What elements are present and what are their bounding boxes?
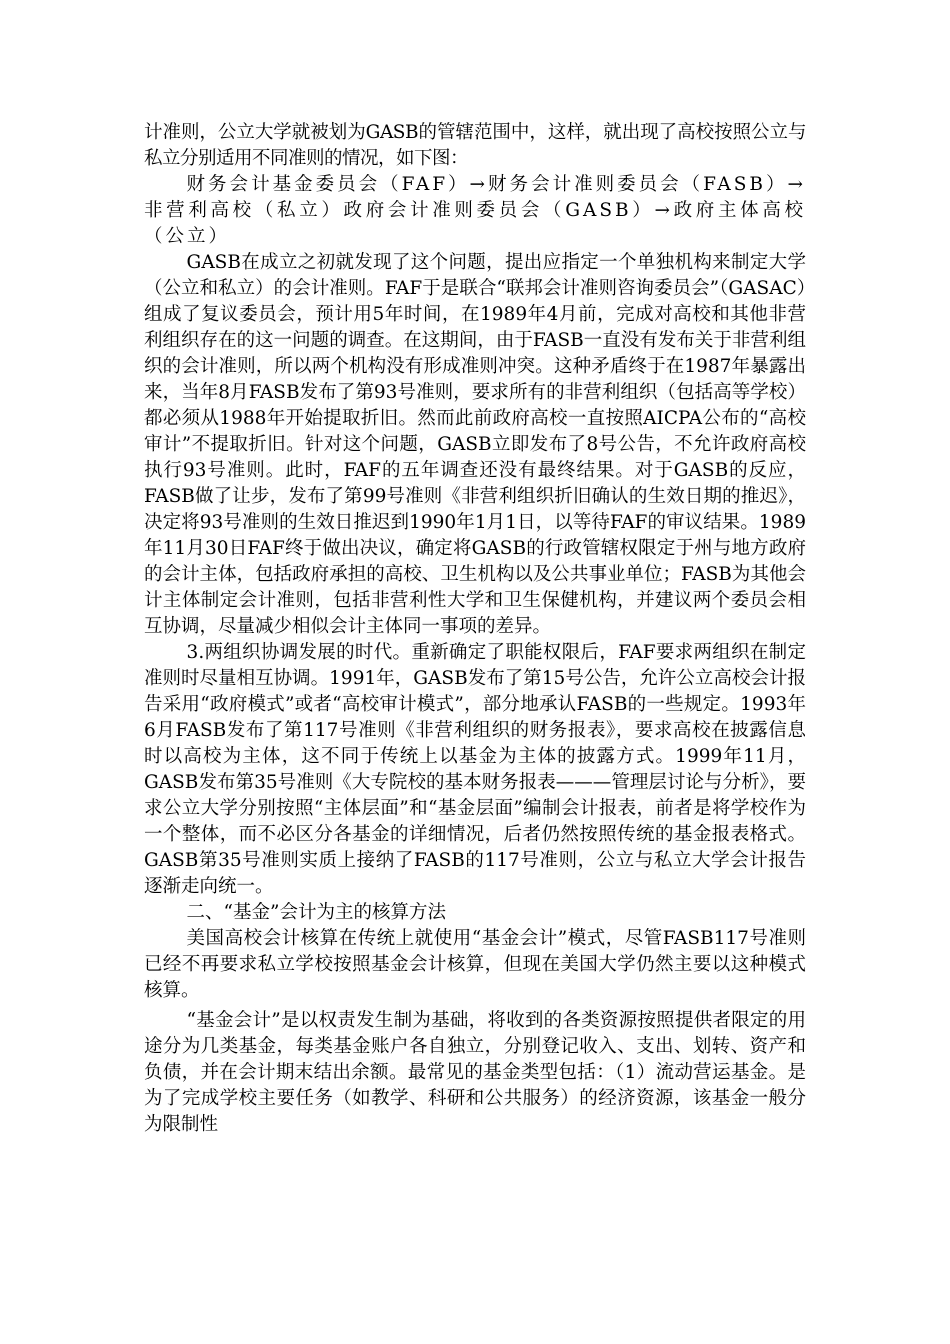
paragraph-fund-accounting-definition: “基金会计”是以权责发生制为基础，将收到的各类资源按照提供者限定的用途分为几类基金，每类基金账户各自独立，分别登记收入、支出、划转、资产和负债，并在会计期末结出余额。最常见的基金类型包括：（1）流动营运基金。是为了完成学校主要任务（如教学、科研和公共服务）的经济资源，该基金一般分为限制性: [144, 1010, 806, 1135]
paragraph-continuation: 计准则，公立大学就被划为GASB的管辖范围中，这样，就出现了高校按照公立与私立分别适用不同准则的情况，如下图：: [144, 122, 806, 169]
document-page: [144, 120, 806, 1138]
paragraph-coordination-era: 3.两组织协调发展的时代。重新确定了职能权限后，FAF要求两组织在制定准则时尽量相互协调。1991年，GASB发布了第15号公告，允许公立高校会计报告采用“政府模式”或者“高校审计模式”，部分地承认FASB的一些规定。1993年6月FASB发布了第117号准则《非营利组织的财务报表》，要求高校在披露信息时以高校为主体，这不同于传统上以基金为主体的披露方式。1999年11月，GASB发布第35号准则《大专院校的基本财务报表———管理层讨论与分析》，要求公立大学分别按照“主体层面”和“基金层面”编制会计报表，前者是将学校作为一个整体，而不必区分各基金的详细情况，后者仍然按照传统的基金报表格式。GASB第35号准则实质上接纳了FASB的117号准则，公立与私立大学会计报告逐渐走向统一。: [144, 642, 806, 897]
paragraph-gasb-history: GASB在成立之初就发现了这个问题，提出应指定一个单独机构来制定大学（公立和私立）的会计准则。FAF于是联合“联邦会计准则咨询委员会”（GASAC）组成了复议委员会，预计用5年时间，在1989年4月前，完成对高校和其他非营利组织存在的这一问题的调查。在这期间，由于FASB一直没有发布关于非营利组织的会计准则，所以两个机构没有形成准则冲突。这种矛盾终于在1987年暴露出来，当年8月FASB发布了第93号准则，要求所有的非营利组织（包括高等学校）都必须从1988年开始提取折旧。然而此前政府高校一直按照AICPA公布的“高校审计”不提取折旧。针对这个问题，GASB立即发布了8号公告，不允许政府高校执行93号准则。此时，FAF的五年调查还没有最终结果。对于GASB的反应，FASB做了让步，发布了第99号准则《非营利组织折旧确认的生效日期的推迟》，决定将93号准则的生效日推迟到1990年1月1日，以等待FAF的审议结果。1989年11月30日FAF终于做出决议，确定将GASB的行政管辖权限定于州与地方政府的会计主体，包括政府承担的高校、卫生机构以及公共事业单位；FASB为其他会计主体制定会计准则，包括非营利性大学和卫生保健机构，并建议两个委员会相互协调，尽量减少相似会计主体同一事项的差异。: [144, 252, 806, 637]
paragraph-flow-diagram: 财务会计基金委员会（FAF）→财务会计准则委员会（FASB）→非营利高校（私立）政府会计准则委员会（GASB）→政府主体高校（公立）: [144, 174, 806, 247]
paragraph-fund-accounting-intro: 美国高校会计核算在传统上就使用“基金会计”模式，尽管FASB117号准则已经不再要求私立学校按照基金会计核算，但现在美国大学仍然主要以这种模式核算。: [144, 928, 806, 1001]
section-heading-fund-accounting: 二、“基金”会计为主的核算方法: [186, 902, 446, 923]
